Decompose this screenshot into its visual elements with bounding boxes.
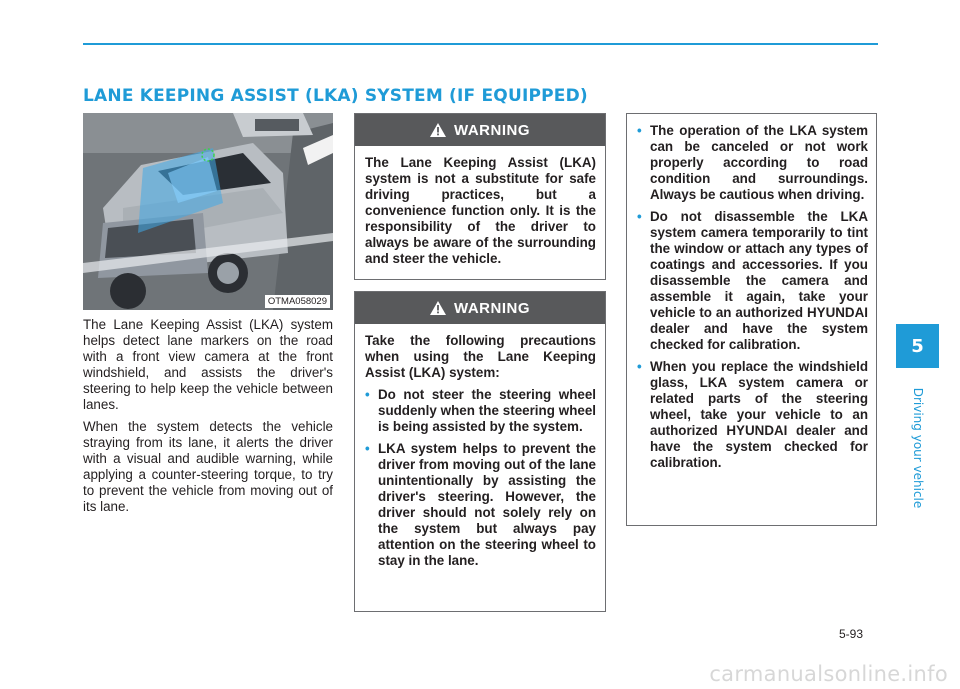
warning-body (355, 324, 605, 583)
intro-paragraph-1: The Lane Keeping Assist (LKA) system helps detect lane markers on the road with a front view camera at the front windshield, and assists the driver's steering to help keep the vehicle between lanes. (83, 317, 333, 412)
warning-body (355, 146, 605, 275)
warning-heading: WARNING (454, 299, 530, 317)
figure-caption: OTMA058029 (265, 295, 330, 308)
warning-triangle-icon (430, 123, 446, 137)
list-item (637, 123, 868, 203)
bullet-icon: • (365, 387, 370, 402)
bullet-icon: • (637, 359, 642, 374)
intro-text (83, 317, 333, 521)
list-item-text: LKA system helps to prevent the driver from moving out of the lane unintentionally by assisting the driver's steering. However, the driver should not solely rely on the system but always pay attention on the steering wheel to stay in the lane. (378, 441, 596, 568)
warning-header (355, 292, 605, 324)
warning-box-1 (354, 113, 606, 280)
lka-vehicle-photo (83, 113, 333, 310)
list-item-text: Do not disassemble the LKA system camera temporarily to tint the window or attach any types of coatings and accessories. If you disassemble the camera and assemble it again, take your vehicle to an authorized HYUNDAI dealer and have the system checked for calibration. (650, 209, 868, 352)
list-item (637, 209, 868, 353)
bullet-icon: • (365, 441, 370, 456)
chapter-label: Driving your vehicle (911, 387, 925, 509)
intro-paragraph-2: When the system detects the vehicle straying from its lane, it alerts the driver with a visual and audible warning, while applying a counter-steering torque, to try to prevent the vehicle from moving out of its lane. (83, 419, 333, 514)
list-item-text: When you replace the windshield glass, LKA system camera or related parts of the steering wheel, take your vehicle to an authorized HYUNDAI dealer and have the system checked for calibration. (650, 359, 868, 470)
list-item (637, 359, 868, 471)
list-item (365, 441, 596, 569)
warning-box-2 (354, 291, 606, 612)
bullet-icon: • (637, 123, 642, 138)
list-item-text: Do not steer the steering wheel suddenly when the steering wheel is being assisted by the system. (378, 387, 596, 434)
precautions-box (626, 113, 877, 526)
bullet-icon: • (637, 209, 642, 224)
warning-intro: Take the following precautions when using the Lane Keeping Assist (LKA) system: (365, 333, 596, 380)
warning-list (365, 387, 596, 569)
section-title: LANE KEEPING ASSIST (LKA) SYSTEM (IF EQUIPPED) (83, 86, 588, 106)
vehicle-illustration (83, 113, 333, 310)
warning-triangle-icon (430, 301, 446, 315)
list-item (365, 387, 596, 435)
page-number: 5-93 (839, 627, 864, 641)
top-rule (83, 43, 878, 45)
chapter-number-tab: 5 (896, 324, 939, 368)
precautions-list (627, 114, 876, 471)
watermark: carmanualsonline.info (709, 662, 948, 686)
warning-header (355, 114, 605, 146)
warning-text: The Lane Keeping Assist (LKA) system is not a substitute for safe driving practices, but a convenience function only. It is the responsibility of the driver to always be aware of the surrounding and steer the vehicle. (365, 155, 596, 266)
warning-heading: WARNING (454, 121, 530, 139)
list-item-text: The operation of the LKA system can be canceled or not work properly according to road condition and surroundings. Always be cautious when driving. (650, 123, 868, 202)
